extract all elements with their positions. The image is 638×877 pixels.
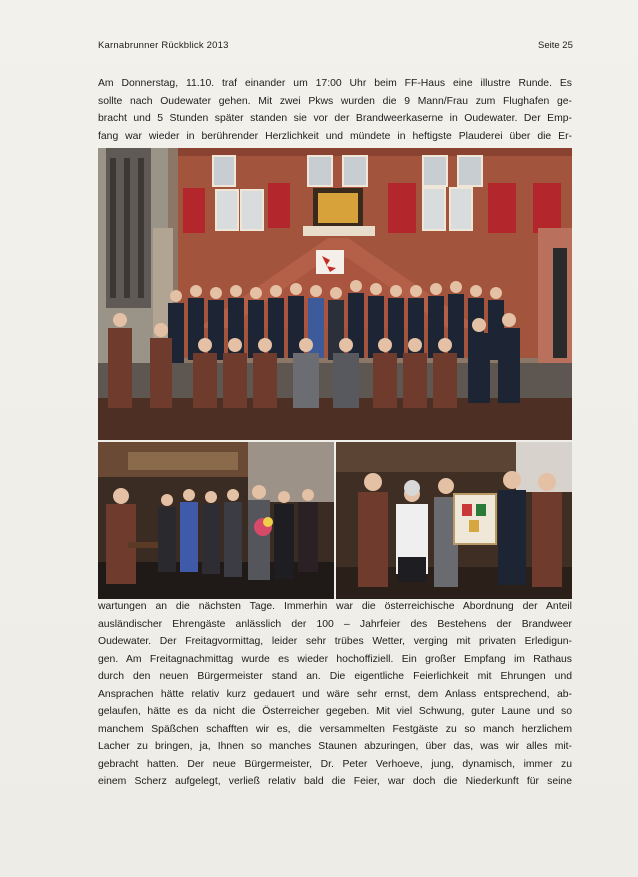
page-number: Seite 25 bbox=[538, 40, 573, 51]
text-line: sollte nach Oudewater gehen. Mit zwei Pkws wurden die 9 Mann/Frau zum Flughafen ge- bbox=[98, 95, 572, 107]
text-line: bracht und 5 Stunden später standen sie vor der Brandweerkaserne in Oudewater. Der Emp- bbox=[98, 113, 572, 124]
intro-paragraph bbox=[98, 75, 572, 145]
group-photo-town-hall bbox=[98, 148, 572, 440]
text-line: gebracht hatten. Der neue Bürgermeister, Dr. Peter Verhoeve, jung, dynamisch, immer zu bbox=[98, 758, 572, 770]
reception-speech-photo bbox=[98, 442, 334, 599]
text-line: ausländischer Ehrengäste anlässlich der 100 – Jahrfeier des Bestehens der Brandweer bbox=[98, 618, 572, 630]
continued-paragraph bbox=[98, 598, 572, 791]
text-line: durch den neuen Bürgermeister stand an. Die eigentliche Feierlichkeit mit Ehrungen und bbox=[98, 671, 572, 682]
gift-photo-illustration bbox=[336, 442, 572, 599]
text-line: Oudewater. Der Freitagvormittag, leider sehr trübes Wetter, verging mit privaten Erledigun- bbox=[98, 636, 572, 647]
reception-photo-illustration bbox=[98, 442, 334, 599]
running-header-title: Karnabrunner Rückblick 2013 bbox=[98, 40, 229, 51]
group-photo-illustration bbox=[98, 148, 572, 440]
text-line: Am Donnerstag, 11.10. traf einander um 17:00 Uhr beim FF-Haus eine illustre Runde. Es bbox=[98, 78, 572, 89]
text-line: gelaufen, hätte es da nicht die Österreicher gegeben. Mit viel Schwung, guter Laune und so bbox=[98, 706, 572, 717]
text-line: wartungen an die nächsten Tage. Immerhin war die österreichische Abordnung der Anteil bbox=[98, 601, 572, 612]
gift-presentation-photo bbox=[336, 442, 572, 599]
text-line: gen. Am Freitagnachmittag wurde es wieder hochoffiziell. Ein großer Empfang im Rathaus bbox=[98, 653, 572, 665]
text-line: fang war wieder in berührender Herzlichkeit und mündete in heftigste Plauderei über die Er- bbox=[98, 130, 572, 142]
text-line: einem Scherz aufgelegt, verließ relativ bald die Feier, war doch die Niederkunft für seine bbox=[98, 776, 572, 787]
text-line: Lacher zu bringen, ja, Ihnen so manches Staunen abzuringen, über das, was wir alles mit- bbox=[98, 741, 572, 752]
text-line: Ansprachen hätte relativ kurz gedauert und wäre sehr ernst, dem Anlass entsprechend, ab- bbox=[98, 688, 572, 700]
text-line: manchem Späßchen schafften wir es, die versammelten Festgäste zu so manch herzlichem bbox=[98, 723, 572, 735]
